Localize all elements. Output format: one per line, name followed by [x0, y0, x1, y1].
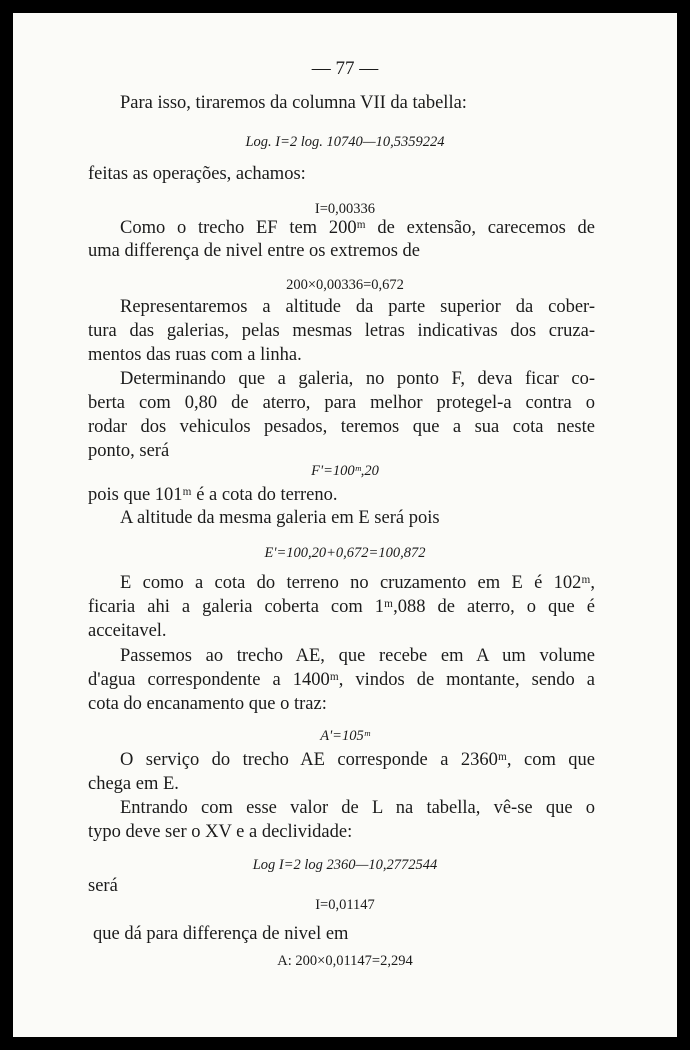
text-line: uma differença de nivel entre os extremos de	[88, 241, 421, 261]
formula: I=0,01147	[315, 897, 375, 913]
formula: Log. I=2 log. 10740—10,5359224	[245, 134, 445, 150]
text-line: ficaria ahi a galeria coberta com 1ᵐ,088 de aterro, o que é	[88, 597, 595, 617]
formula: Log I=2 log 2360—10,2772544	[252, 857, 438, 873]
formula: A: 200×0,01147=2,294	[277, 953, 413, 969]
text-line: berta com 0,80 de aterro, para melhor protegel-a contra o	[88, 393, 595, 413]
book-page	[13, 13, 677, 1037]
text-line: tura das galerias, pelas mesmas letras indicativas dos cruza-	[88, 321, 595, 341]
text-line: Como o trecho EF tem 200ᵐ de extensão, carecemos de	[120, 218, 595, 238]
text-line: pois que 101ᵐ é a cota do terreno.	[88, 485, 338, 505]
text-line: A altitude da mesma galeria em E será pois	[120, 508, 440, 528]
text-line: feitas as operações, achamos:	[88, 164, 306, 184]
text-line: rodar dos vehiculos pesados, teremos que a sua cota neste	[88, 417, 595, 437]
text-line: Representaremos a altitude da parte superior da cober-	[120, 297, 595, 317]
formula: E'=100,20+0,672=100,872	[264, 545, 426, 561]
formula: I=0,00336	[314, 201, 376, 217]
text-line: chega em E.	[88, 774, 179, 794]
text-line: typo deve ser o XV e a declividade:	[88, 822, 353, 842]
text-line: d'agua correspondente a 1400ᵐ, vindos de montante, sendo a	[88, 670, 595, 690]
text-line: Para isso, tiraremos da columna VII da tabella:	[120, 93, 467, 113]
formula: F'=100ᵐ,20	[311, 463, 379, 479]
formula: 200×0,00336=0,672	[286, 277, 404, 293]
formula: A'=105ᵐ	[320, 728, 370, 744]
page-number: — 77 —	[311, 58, 379, 79]
text-line: Entrando com esse valor de L na tabella, vê-se que o	[120, 798, 595, 818]
text-line: E como a cota do terreno no cruzamento em E é 102ᵐ,	[120, 573, 595, 593]
text-line: mentos das ruas com a linha.	[88, 345, 302, 365]
text-line: acceitavel.	[88, 621, 167, 641]
text-line: Passemos ao trecho AE, que recebe em A um volume	[120, 646, 595, 666]
text-line: será	[88, 876, 118, 896]
text-line: Determinando que a galeria, no ponto F, deva ficar co-	[120, 369, 595, 389]
text-line: ponto, será	[88, 441, 170, 461]
text-line: O serviço do trecho AE corresponde a 2360ᵐ, com que	[120, 750, 595, 770]
text-line: cota do encanamento que o traz:	[88, 694, 327, 714]
text-line: que dá para differença de nivel em	[93, 924, 349, 944]
